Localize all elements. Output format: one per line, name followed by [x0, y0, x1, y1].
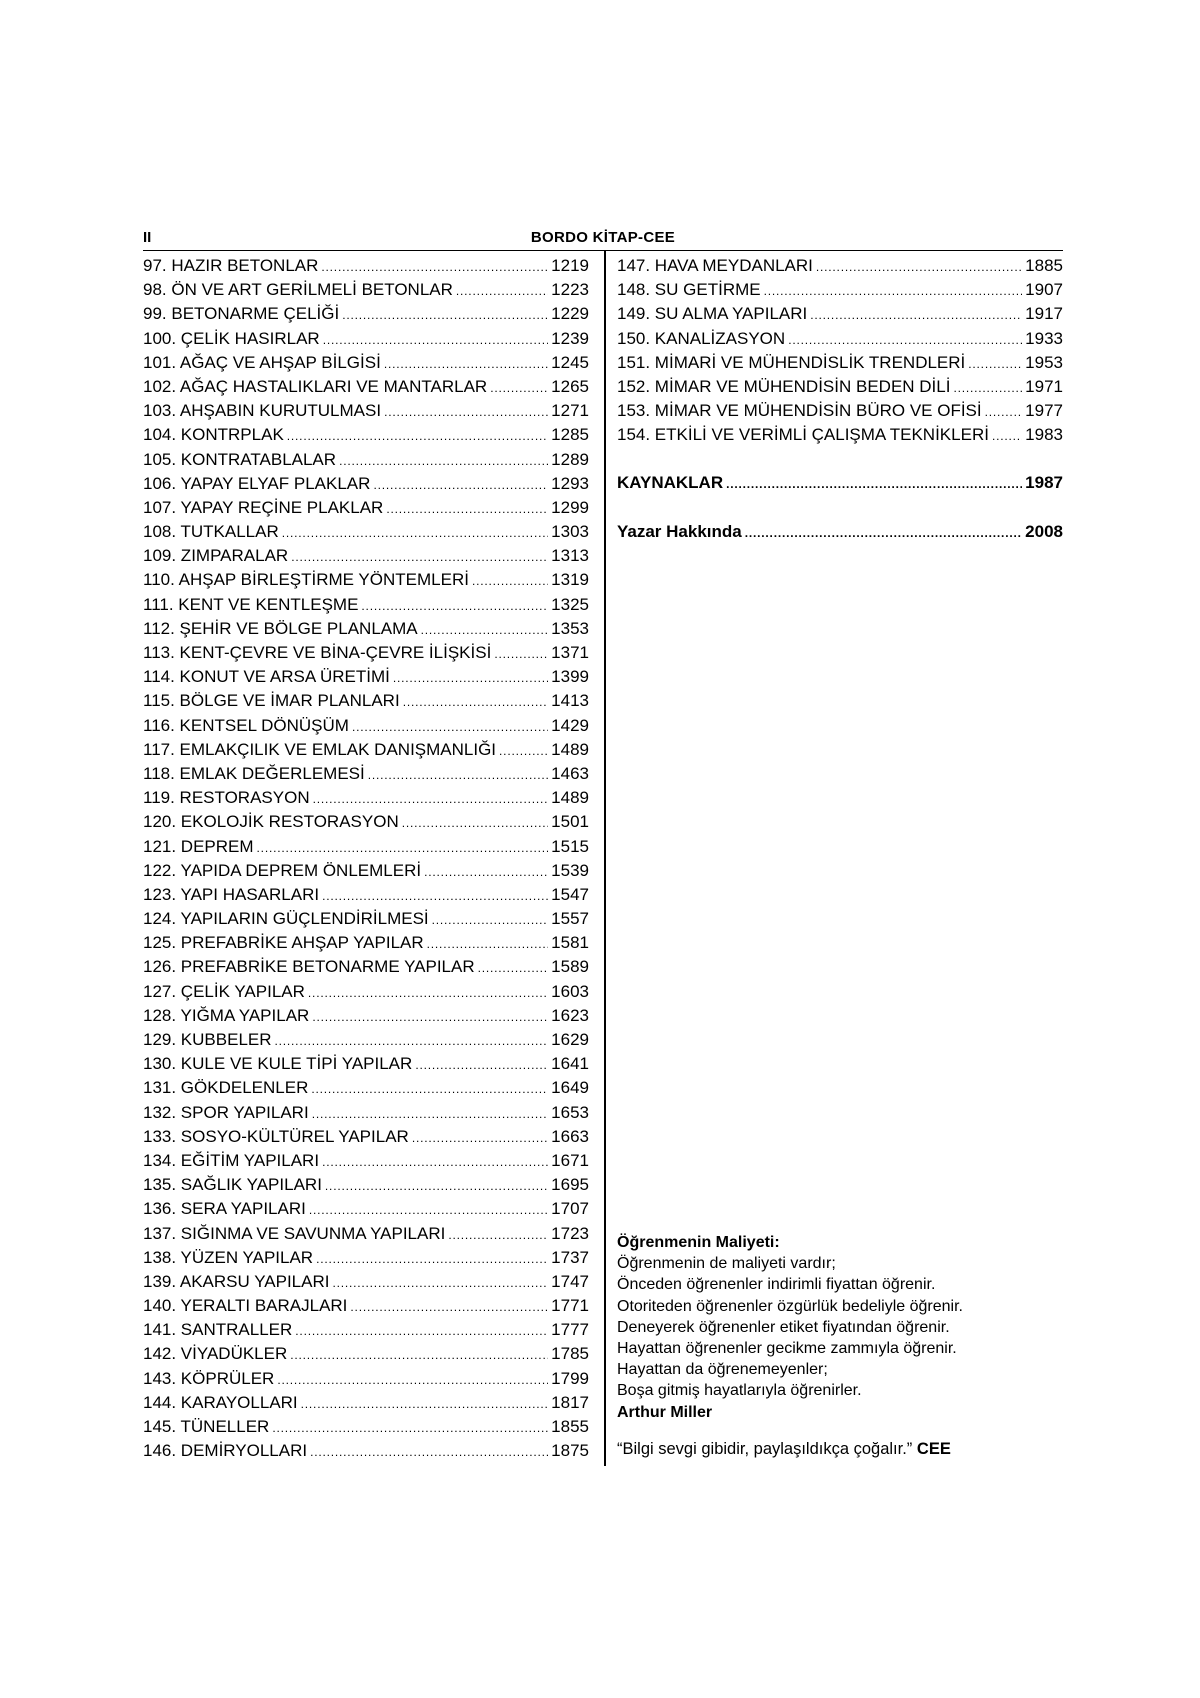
dot-leader [287, 429, 548, 443]
toc-entry [143, 1344, 589, 1368]
dot-leader [726, 477, 1022, 491]
dot-leader [393, 671, 548, 685]
toc-entry [143, 1103, 589, 1127]
toc-label: 118. EMLAK DEĞERLEMESİ [143, 763, 365, 783]
toc-label: 125. PREFABRİKE AHŞAP YAPILAR [143, 933, 424, 953]
toc-label: 101. AĞAÇ VE AHŞAP BİLGİSİ [143, 352, 381, 372]
toc-label: 103. AHŞABIN KURUTULMASI [143, 401, 382, 421]
toc-entry [143, 1441, 589, 1465]
toc-page-number: 1649 [551, 1078, 589, 1098]
toc-label: 153. MİMAR VE MÜHENDİSİN BÜRO VE OFİSİ [617, 401, 982, 421]
toc-label: 151. MİMARİ VE MÜHENDİSLİK TRENDLERİ [617, 352, 966, 372]
toc-entry [143, 304, 589, 328]
toc-label: Yazar Hakkında [617, 522, 742, 541]
toc-label: 138. YÜZEN YAPILAR [143, 1247, 314, 1267]
toc-page-number: 1695 [551, 1175, 589, 1195]
toc-entry [143, 909, 589, 933]
toc-entry [143, 1369, 589, 1393]
toc-label: 99. BETONARME ÇELİĞİ [143, 304, 340, 324]
toc-entry [143, 667, 589, 691]
toc-label: 128. YIĞMA YAPILAR [143, 1005, 310, 1025]
toc-page-number: 1303 [551, 522, 589, 542]
toc-page-number: 1547 [551, 884, 589, 904]
motto-signature: CEE [916, 1440, 951, 1458]
column-divider [604, 251, 606, 1466]
dot-leader [810, 308, 1022, 322]
toc-page-number: 1313 [551, 546, 589, 566]
toc-label: 116. KENTSEL DÖNÜŞÜM [143, 715, 349, 735]
toc-page-number: 1463 [551, 763, 589, 783]
dot-leader [424, 865, 548, 879]
dot-leader [332, 1276, 548, 1290]
toc-label: 131. GÖKDELENLER [143, 1078, 309, 1098]
dot-leader [322, 889, 548, 903]
toc-entry [143, 1006, 589, 1030]
dot-leader [272, 1421, 548, 1435]
toc-entry [143, 450, 589, 474]
toc-page-number: 1953 [1025, 352, 1063, 372]
toc-page-number: 1747 [551, 1271, 589, 1291]
toc-entry [143, 982, 589, 1006]
toc-page-number: 1319 [551, 570, 589, 590]
toc-page-number: 1977 [1025, 401, 1063, 421]
toc-entry [617, 377, 1063, 401]
toc-label: 100. ÇELİK HASIRLAR [143, 328, 320, 348]
toc-page-number: 1399 [551, 667, 589, 687]
quote-title: Öğrenmenin Maliyeti: [617, 1234, 780, 1251]
toc-entry [143, 595, 589, 619]
dot-leader [309, 1203, 548, 1217]
toc-page-number: 1885 [1025, 256, 1063, 275]
toc-entry [143, 812, 589, 836]
toc-entry [617, 425, 1063, 449]
dot-leader [384, 405, 548, 419]
dot-leader [282, 526, 548, 540]
toc-label: 104. KONTRPLAK [143, 425, 284, 445]
toc-label: 134. EĞİTİM YAPILARI [143, 1150, 320, 1170]
toc-page-number: 1671 [551, 1150, 589, 1170]
dot-leader [403, 695, 548, 709]
dot-leader [764, 284, 1023, 298]
toc-entry-kaynaklar [617, 473, 1063, 497]
toc-label: 140. YERALTI BARAJLARI [143, 1296, 348, 1316]
toc-entry [143, 570, 589, 594]
dot-leader [311, 1082, 548, 1096]
toc-label: 108. TUTKALLAR [143, 522, 279, 542]
toc-entry [143, 1151, 589, 1175]
toc-entry [617, 353, 1063, 377]
toc-entry [143, 377, 589, 401]
toc-label: 123. YAPI HASARLARI [143, 884, 320, 904]
toc-page-number: 1515 [551, 836, 589, 856]
toc-entry [143, 498, 589, 522]
toc-entry [143, 764, 589, 788]
toc-entry [143, 256, 589, 280]
toc-entry [143, 546, 589, 570]
quote-block [617, 1232, 1067, 1423]
motto-text: “Bilgi sevgi gibidir, paylaşıldıkça çoğalır.” [617, 1440, 913, 1458]
toc-page-number: 1663 [551, 1126, 589, 1146]
toc-entry [143, 1417, 589, 1441]
toc-page-number: 1723 [551, 1223, 589, 1243]
toc-page-number: 1855 [551, 1417, 589, 1436]
toc-label: 152. MİMAR VE MÜHENDİSİN BEDEN DİLİ [617, 376, 951, 396]
dot-leader [277, 1373, 548, 1387]
toc-entry [143, 740, 589, 764]
toc-entry [617, 280, 1063, 304]
toc-label: 115. BÖLGE VE İMAR PLANLARI [143, 691, 400, 711]
toc-entry [617, 329, 1063, 353]
toc-entry [143, 329, 589, 353]
toc-label: 126. PREFABRİKE BETONARME YAPILAR [143, 957, 475, 977]
toc-page-number: 1907 [1025, 280, 1063, 300]
toc-label: 132. SPOR YAPILARI [143, 1102, 309, 1122]
toc-entry [143, 1393, 589, 1417]
toc-entry [143, 619, 589, 643]
toc-page-number: 1623 [551, 1005, 589, 1025]
toc-entry [143, 1320, 589, 1344]
toc-label: 107. YAPAY REÇİNE PLAKLAR [143, 497, 384, 517]
quote-line: Boşa gitmiş hayatlarıyla öğrenirler. [617, 1382, 862, 1400]
dot-leader [322, 1155, 548, 1169]
toc-entry [143, 522, 589, 546]
toc-entry [143, 1054, 589, 1078]
toc-page-number: 1245 [551, 352, 589, 372]
toc-label: 144. KARAYOLLARI [143, 1392, 298, 1412]
toc-label: 147. HAVA MEYDANLARI [617, 256, 813, 275]
toc-page-number: 1629 [551, 1030, 589, 1049]
toc-label: 110. AHŞAP BİRLEŞTİRME YÖNTEMLERİ [143, 570, 469, 590]
dot-leader [350, 1300, 548, 1314]
dot-leader [316, 1252, 548, 1266]
dot-leader [361, 599, 548, 613]
dot-leader [325, 1179, 548, 1193]
dot-leader [308, 986, 548, 1000]
toc-page-number: 1285 [551, 425, 589, 445]
toc-page-number: 1325 [551, 594, 589, 614]
quote-line: Otoriteden öğrenenler özgürlük bedeliyle öğrenir. [617, 1297, 963, 1315]
toc-page-number: 1229 [551, 304, 589, 324]
toc-page-number: 1737 [551, 1247, 589, 1267]
dot-leader [953, 381, 1022, 395]
toc-entry [143, 1199, 589, 1223]
toc-label: 98. ÖN VE ART GERİLMELİ BETONLAR [143, 280, 453, 300]
toc-entry [143, 957, 589, 981]
dot-leader [352, 720, 548, 734]
toc-label: 114. KONUT VE ARSA ÜRETİMİ [143, 667, 390, 687]
toc-page-number: 1501 [551, 812, 589, 832]
toc-label: 139. AKARSU YAPILARI [143, 1271, 330, 1291]
toc-label: 109. ZIMPARALAR [143, 546, 289, 566]
dot-leader [421, 623, 549, 637]
dot-leader [312, 1107, 548, 1121]
toc-entry [143, 353, 589, 377]
toc-entry [617, 304, 1063, 328]
dot-leader [386, 502, 548, 516]
dot-leader [339, 454, 548, 468]
toc-entry [143, 716, 589, 740]
toc-page-number: 1971 [1025, 376, 1063, 396]
toc-entry [143, 280, 589, 304]
toc-page-number: 2008 [1025, 522, 1063, 541]
dot-leader [368, 768, 548, 782]
toc-label: 148. SU GETİRME [617, 280, 761, 300]
toc-entry [143, 425, 589, 449]
dot-leader [402, 816, 548, 830]
toc-page-number: 1799 [551, 1368, 589, 1388]
dot-leader [373, 478, 548, 492]
toc-label: 136. SERA YAPILARI [143, 1199, 306, 1219]
toc-page-number: 1933 [1025, 328, 1063, 348]
toc-label: 141. SANTRALLER [143, 1320, 293, 1340]
toc-page-number: 1429 [551, 715, 589, 735]
toc-label: 124. YAPILARIN GÜÇLENDİRİLMESİ [143, 909, 429, 929]
toc-entry-yazar [617, 522, 1063, 546]
toc-entry [143, 401, 589, 425]
toc-label: 149. SU ALMA YAPILARI [617, 304, 808, 324]
dot-leader [257, 841, 549, 855]
toc-label: 145. TÜNELLER [143, 1417, 270, 1436]
toc-page-number: 1489 [551, 739, 589, 759]
toc-page-number: 1653 [551, 1102, 589, 1122]
toc-left-column [143, 256, 589, 1465]
toc-page-number: 1785 [551, 1344, 589, 1364]
toc-label: 97. HAZIR BETONLAR [143, 256, 319, 275]
dot-leader [321, 260, 548, 274]
toc-page-number: 1817 [551, 1392, 589, 1412]
dot-leader [290, 1348, 548, 1362]
toc-entry [617, 256, 1063, 280]
quote-line: Önceden öğrenenler indirimli fiyattan öğrenir. [617, 1276, 936, 1294]
toc-entry [143, 1175, 589, 1199]
quote-line: Öğrenmenin de maliyeti vardır; [617, 1255, 836, 1273]
toc-page-number: 1603 [551, 981, 589, 1001]
dot-leader [415, 1058, 548, 1072]
dot-leader [478, 961, 549, 975]
quote-line: Deneyerek öğrenenler etiket fiyatından öğrenir. [617, 1318, 950, 1336]
toc-page-number: 1581 [551, 933, 589, 953]
toc-page-number: 1413 [551, 691, 589, 711]
toc-entry [143, 1224, 589, 1248]
dot-leader [494, 647, 548, 661]
dot-leader [448, 1228, 548, 1242]
toc-entry [143, 861, 589, 885]
toc-label: KAYNAKLAR [617, 473, 724, 492]
toc-entry [143, 1296, 589, 1320]
dot-leader [745, 526, 1022, 540]
toc-page-number: 1777 [551, 1320, 589, 1340]
toc-page-number: 1557 [551, 909, 589, 929]
toc-label: 113. KENT-ÇEVRE VE BİNA-ÇEVRE İLİŞKİSİ [143, 643, 492, 662]
toc-page-number: 1875 [551, 1441, 589, 1461]
toc-page-number: 1489 [551, 788, 589, 808]
dot-leader [342, 308, 548, 322]
toc-label: 137. SIĞINMA VE SAVUNMA YAPILARI [143, 1223, 446, 1243]
toc-label: 143. KÖPRÜLER [143, 1368, 275, 1388]
dot-leader [323, 333, 548, 347]
toc-page-number: 1707 [551, 1199, 589, 1219]
toc-label: 112. ŞEHİR VE BÖLGE PLANLAMA [143, 618, 418, 638]
dot-leader [992, 429, 1022, 443]
toc-page-number: 1239 [551, 328, 589, 348]
toc-entry [143, 933, 589, 957]
toc-entry [143, 837, 589, 861]
toc-label: 146. DEMİRYOLLARI [143, 1441, 308, 1461]
dot-leader [312, 1010, 548, 1024]
quote-line: Hayattan öğrenenler gecikme zammıyla öğrenir. [617, 1340, 957, 1358]
dot-leader [291, 550, 548, 564]
toc-page-number: 1917 [1025, 304, 1063, 324]
toc-entry [143, 643, 589, 667]
page-number: II [143, 229, 152, 246]
toc-entry [143, 691, 589, 715]
toc-page-number: 1353 [551, 618, 589, 638]
toc-entry [143, 1248, 589, 1272]
toc-page-number: 1983 [1025, 425, 1063, 445]
toc-label: 105. KONTRATABLALAR [143, 449, 337, 469]
dot-leader [432, 913, 549, 927]
toc-label: 122. YAPIDA DEPREM ÖNLEMLERİ [143, 860, 422, 880]
dot-leader [985, 405, 1023, 419]
toc-label: 121. DEPREM [143, 836, 254, 856]
toc-page-number: 1265 [551, 376, 589, 396]
dot-leader [456, 284, 548, 298]
toc-entry [143, 1030, 589, 1054]
toc-page-number: 1371 [551, 643, 589, 662]
toc-page-number: 1539 [551, 860, 589, 880]
toc-label: 130. KULE VE KULE TİPİ YAPILAR [143, 1054, 413, 1074]
toc-right-column [617, 256, 1063, 450]
toc-entry [143, 788, 589, 812]
dot-leader [275, 1034, 549, 1048]
dot-leader [816, 260, 1022, 274]
toc-entry [143, 1078, 589, 1102]
toc-label: 133. SOSYO-KÜLTÜREL YAPILAR [143, 1126, 409, 1146]
toc-page-number: 1299 [551, 497, 589, 517]
toc-label: 111. KENT VE KENTLEŞME [143, 594, 359, 614]
toc-page-number: 1771 [551, 1296, 589, 1316]
dot-leader [313, 792, 549, 806]
toc-label: 150. KANALİZASYON [617, 328, 786, 348]
toc-page-number: 1289 [551, 449, 589, 469]
toc-page-number: 1223 [551, 280, 589, 300]
toc-page-number: 1589 [551, 957, 589, 977]
toc-label: 117. EMLAKÇILIK VE EMLAK DANIŞMANLIĞI [143, 739, 497, 759]
dot-leader [968, 357, 1022, 371]
toc-entry [143, 1127, 589, 1151]
toc-label: 102. AĞAÇ HASTALIKLARI VE MANTARLAR [143, 376, 488, 396]
running-title: BORDO KİTAP-CEE [530, 229, 676, 246]
quote-author: Arthur Miller [617, 1403, 713, 1421]
dot-leader [788, 333, 1022, 347]
toc-page-number: 1271 [551, 401, 589, 421]
toc-page-number: 1641 [551, 1054, 589, 1074]
toc-label: 127. ÇELİK YAPILAR [143, 981, 305, 1001]
dot-leader [310, 1445, 548, 1459]
motto [617, 1440, 1067, 1459]
toc-label: 106. YAPAY ELYAF PLAKLAR [143, 473, 371, 493]
quote-line: Hayattan da öğrenemeyenler; [617, 1361, 828, 1379]
dot-leader [499, 744, 548, 758]
toc-page-number: 1987 [1025, 473, 1063, 492]
dot-leader [384, 357, 548, 371]
dot-leader [427, 937, 549, 951]
toc-label: 142. VİYADÜKLER [143, 1344, 288, 1364]
toc-label: 154. ETKİLİ VE VERİMLİ ÇALIŞMA TEKNİKLERİ [617, 425, 989, 445]
toc-entry [143, 474, 589, 498]
toc-label: 119. RESTORASYON [143, 788, 310, 808]
toc-label: 135. SAĞLIK YAPILARI [143, 1175, 322, 1195]
page-header [143, 228, 1063, 251]
toc-entry [617, 401, 1063, 425]
dot-leader [490, 381, 548, 395]
dot-leader [295, 1324, 548, 1338]
dot-leader [412, 1131, 548, 1145]
dot-leader [472, 574, 548, 588]
toc-page-number: 1219 [551, 256, 589, 275]
toc-label: 129. KUBBELER [143, 1030, 272, 1049]
toc-entry [143, 1272, 589, 1296]
toc-page-number: 1293 [551, 473, 589, 493]
toc-label: 120. EKOLOJİK RESTORASYON [143, 812, 399, 832]
dot-leader [301, 1397, 549, 1411]
toc-entry [143, 885, 589, 909]
